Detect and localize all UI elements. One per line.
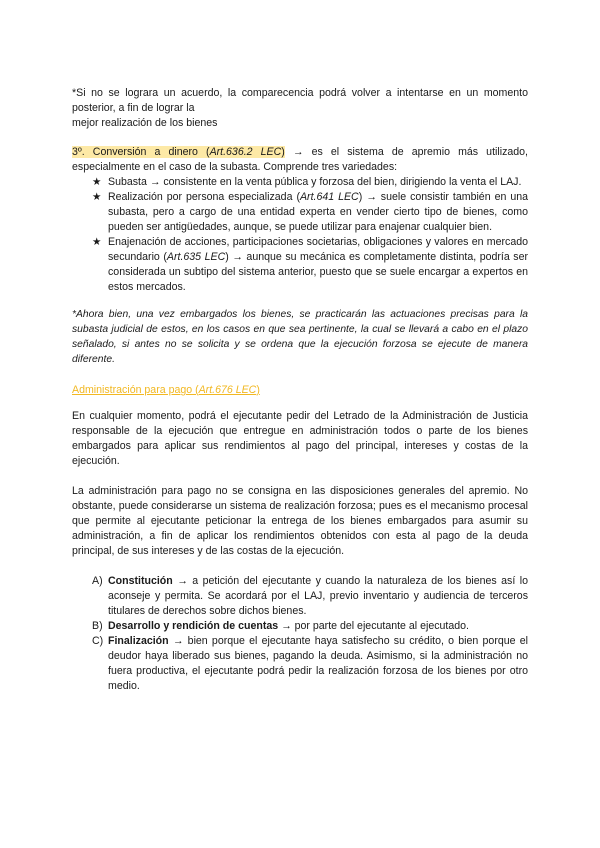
conversion-varieties-list (72, 175, 528, 295)
item-text: Enajenación de acciones, participaciones societarias, obligaciones y valores en mercado secundario ( (108, 236, 528, 263)
star-bullet-icon: ★ (92, 236, 102, 248)
article-ref: Art.635 LEC (166, 251, 226, 263)
step-title: Constitución (108, 575, 173, 587)
step-label: A) (92, 575, 103, 587)
embargo-note: *Ahora bien, una vez embargados los bienes, se practicarán las actuaciones precisas para la subasta judicial de estos, en los casos en que sea pertinente, la cual se llevará a cabo en el plazo señalado, si antes no se solicita y se ordena que la ejecución forzosa se ejecute de manera diferente. (72, 309, 528, 365)
section-heading-administracion (72, 383, 528, 398)
step-label: C) (92, 635, 104, 647)
article-ref: Art.641 LEC (299, 191, 359, 203)
step-label: B) (92, 620, 103, 632)
intro-line-2: mejor realización de los bienes (72, 117, 218, 129)
item-text-post: ) → suele consistir también en una subasta, pero a cargo de una entidad experta en vender cierto tipo de bienes, como pueden ser antigüedades, aunque, se puede utilizar para enajenar cualquier bien. (108, 191, 528, 233)
list-item (92, 619, 528, 634)
conversion-label-close: ) (281, 146, 285, 158)
item-text: Subasta → consistente en la venta pública y forzosa del bien, dirigiendo la venta el LAJ. (108, 176, 522, 188)
conversion-text: → es el sistema de apremio más utilizado, especialmente en el caso de la subasta. Comprende tres variedades: (72, 146, 528, 173)
list-item (92, 634, 528, 694)
list-item (92, 235, 528, 295)
heading-close: ) (256, 384, 260, 396)
administracion-paragraph-2: La administración para pago no se consigna en las disposiciones generales del apremio. No obstante, puede considerarse un sistema de realización forzosa; pues es el mecanismo procesal que permite al ejecutante peticionar la entrega de los bienes embargados para asumir su administración, a fin de aplicar los rendimientos obtenidos con esta al pago de la deuda principal, de sus intereses y de las costas de la ejecución. (72, 485, 528, 557)
step-title: Finalización (108, 635, 169, 647)
conversion-paragraph (72, 145, 528, 175)
step-text: → por parte del ejecutante al ejecutado. (278, 620, 469, 632)
item-text: Realización por persona especializada ( (108, 191, 300, 203)
step-title: Desarrollo y rendición de cuentas (108, 620, 279, 632)
intro-line-1: *Si no se lograra un acuerdo, la comparecencia podrá volver a intentarse en un momento posterior, a fin de lograr la (72, 87, 528, 114)
administracion-paragraph-1: En cualquier momento, podrá el ejecutante pedir del Letrado de la Administración de Justicia responsable de la ejecución que entregue en administración todos o parte de los bienes embargados para aplicar sus rendimientos al pago del principal, intereses y costas de la ejecución. (72, 410, 528, 467)
star-bullet-icon: ★ (92, 176, 102, 188)
step-text: → a petición del ejecutante y cuando la naturaleza de los bienes así lo aconseje y permita. Se acordará por el LAJ, previo inventario y audiencia de terceros titulares de derechos sobre dichos bienes. (108, 575, 528, 617)
heading-text: Administración para pago ( (72, 384, 199, 396)
list-item (92, 574, 528, 619)
conversion-article-ref: Art.636.2 LEC (209, 146, 282, 158)
heading-article-ref: Art.676 LEC (198, 384, 257, 396)
item-text-post: ) → aunque su mecánica es completamente distinta, podría ser considerada un subtipo del sistema anterior, puesto que se suele encargar a expertos en estos mercados. (108, 251, 528, 293)
document-page (72, 86, 528, 694)
step-text: → bien porque el ejecutante haya satisfecho su crédito, o bien porque el deudor haya liberado sus bienes, pagando la deuda. Asimismo, si la administración no fuera productiva, el ejecutante podrá pedir la realización forzosa de los bienes por otro medio. (108, 635, 528, 692)
administracion-steps-list (72, 574, 528, 694)
conversion-highlight (72, 146, 285, 158)
intro-note (72, 86, 528, 131)
list-item (92, 190, 528, 235)
conversion-label: 3º. Conversión a dinero ( (72, 146, 210, 158)
list-item (92, 175, 528, 190)
star-bullet-icon: ★ (92, 191, 102, 203)
